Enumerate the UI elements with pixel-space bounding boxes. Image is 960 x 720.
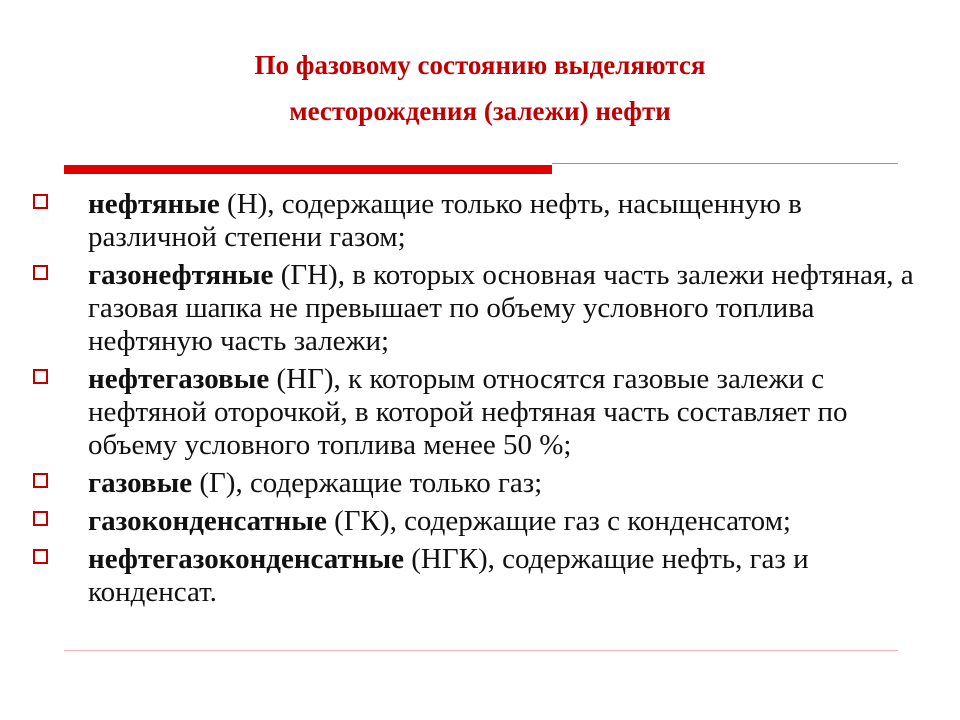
footer-rule bbox=[64, 650, 898, 651]
list-item bbox=[30, 363, 930, 462]
item-text: (Н), содержащие только нефть, насыщенную в различной степени газом; bbox=[88, 188, 802, 253]
square-bullet-icon bbox=[33, 549, 48, 564]
item-term: газоконденсатные bbox=[88, 505, 327, 537]
square-bullet-icon bbox=[33, 194, 48, 209]
item-text: (ГК), содержащие газ с конденсатом; bbox=[326, 505, 791, 537]
item-term: газонефтяные bbox=[88, 259, 274, 291]
item-term: нефтегазовые bbox=[88, 363, 270, 395]
item-term: нефтегазоконденсатные bbox=[88, 543, 404, 575]
list-item bbox=[30, 259, 930, 358]
list-item bbox=[30, 188, 930, 254]
title-line-1: По фазовому состоянию выделяются bbox=[254, 50, 706, 80]
item-text: (Г), содержащие только газ; bbox=[192, 467, 543, 499]
list-item bbox=[30, 543, 930, 609]
square-bullet-icon bbox=[33, 369, 48, 384]
item-text: (ГН), в которых основная часть залежи нефтяная, а газовая шапка не превышает по объему условного топлива нефтяную часть залежи; bbox=[88, 259, 914, 357]
list-item bbox=[30, 467, 930, 500]
bullet-list bbox=[30, 188, 930, 614]
title-line-2: месторождения (залежи) нефти bbox=[289, 96, 671, 126]
item-term: газовые bbox=[88, 467, 193, 499]
slide-title bbox=[120, 42, 840, 134]
item-term: нефтяные bbox=[88, 188, 220, 220]
square-bullet-icon bbox=[33, 473, 48, 488]
item-text: (НГК), содержащие нефть, газ и конденсат. bbox=[88, 543, 809, 608]
title-underline-thick bbox=[64, 165, 552, 174]
square-bullet-icon bbox=[33, 265, 48, 280]
list-item bbox=[30, 505, 930, 538]
item-text: (НГ), к которым относятся газовые залежи с нефтяной оторочкой, в которой нефтяная часть составляет по объему условного топлива менее 50 %; bbox=[88, 363, 848, 461]
square-bullet-icon bbox=[33, 511, 48, 526]
title-underline-thin bbox=[552, 163, 898, 164]
